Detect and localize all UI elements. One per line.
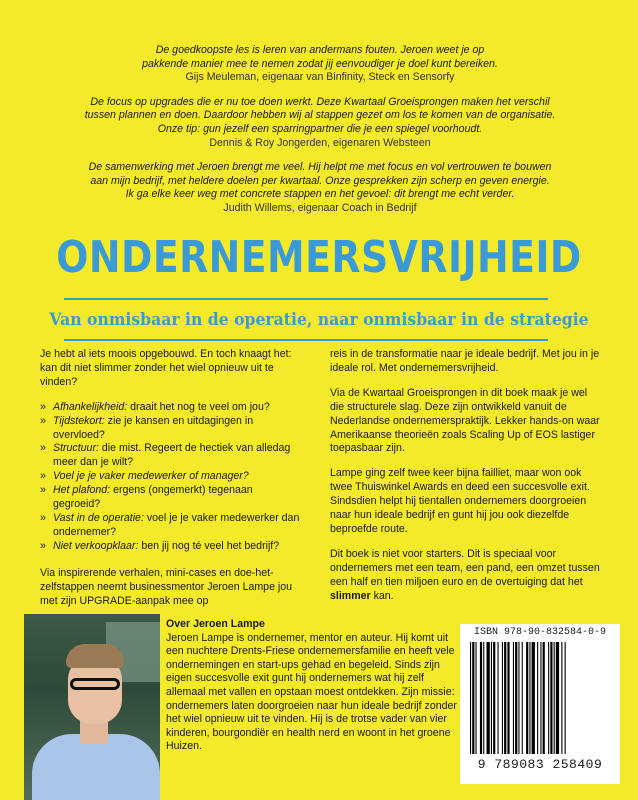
ean-number: 9 789083 258409 (477, 757, 603, 772)
barcode-bar (483, 642, 484, 754)
barcode (468, 642, 612, 754)
isbn-label: ISBN 978-90-832584-0-9 (473, 627, 607, 638)
blurb-paragraph (330, 548, 602, 604)
blurb-text: kan. (370, 589, 394, 602)
barcode-bar (526, 642, 528, 754)
pain-point-list (40, 401, 300, 554)
arrow-icon: » (40, 470, 46, 483)
barcode-bar (476, 642, 477, 754)
barcode-bar (550, 642, 552, 754)
testimonial-text: De samenwerking met Jeroen brengt me veel. Hij helpt me met focus en vol vertrouwen te bouwen (88, 161, 552, 174)
list-item (40, 401, 300, 415)
barcode-bar (498, 642, 499, 754)
blurb-left-column (40, 348, 300, 619)
list-item (40, 415, 300, 443)
list-item (40, 540, 300, 554)
testimonial-author: Judith Willems, eigenaar Coach in Bedrijf (223, 201, 417, 214)
list-item (40, 442, 300, 470)
blurb-text: Dit boek is niet voor starters. Dit is speciaal voor ondernemers met een team, een pand, een omzet tussen een half en tien miljoen euro en de overtuiging dat het (330, 547, 600, 588)
item-text: zie je kansen en uitdagingen in overvloed? (53, 414, 254, 441)
arrow-icon: » (40, 484, 46, 497)
list-item (40, 512, 300, 540)
author-photo (24, 614, 160, 800)
blurb-paragraph: Via de Kwartaal Groeisprongen in dit boek maak je wel die structurele slag. Deze zijn ontwikkeld vanuit de Nederlandse ondernemerspraktijk. Lekker hands-on waar Amerikaanse theorieën zoals Scaling Up of EOS lastiger toepasbaar zijn. (330, 386, 600, 455)
item-text: Voel je je vaker medewerker of manager? (53, 470, 249, 483)
item-text: draait het nog te veel om jou? (127, 400, 270, 413)
barcode-bar (470, 642, 471, 754)
item-key: Niet verkoopklaar: (53, 539, 139, 552)
item-text: ergens (ongemerkt) tegenaan gegroeid? (53, 484, 253, 511)
item-key: Het plafond: (53, 484, 111, 497)
barcode-bar (556, 642, 559, 754)
barcode-bar (472, 642, 474, 754)
blurb-intro: Je hebt al iets moois opgebouwd. En toch knaagt het: kan dit niet slimmer zonder het wiel opnieuw uit te vinden? (40, 348, 292, 388)
testimonial-text: Ik ga elke keer weg met concrete stappen en het gevoel: dit brengt me echt verder. (125, 188, 515, 201)
barcode-bar (522, 642, 523, 754)
barcode-bar (554, 642, 555, 754)
barcode-bar (537, 642, 538, 754)
about-heading: Over Jeroen Lampe (166, 618, 265, 630)
testimonial (40, 44, 600, 85)
testimonial (40, 96, 600, 150)
testimonial-text: pakkende manier mee te nemen zodat jij eenvoudiger je doel kunt bereiken. (142, 57, 498, 70)
item-key: Structuur: (53, 442, 99, 455)
barcode-bar (561, 642, 562, 754)
barcode-bar (504, 642, 506, 754)
isbn-barcode-box (460, 624, 620, 784)
blurb-paragraph: reis in de transformatie naar je ideale bedrijf. Met jou in je ideale rol. Met ondernemersvrijheid. (330, 348, 600, 374)
item-text: voel je je vaker medewerker dan ondernemer? (53, 511, 300, 538)
subtitle-divider (64, 339, 548, 341)
testimonial-text: aan mijn bedrijf, met heldere doelen per kwartaal. Onze gesprekken zijn scherp en geven energie. (90, 174, 550, 187)
arrow-icon: » (40, 414, 46, 427)
barcode-bar (565, 642, 566, 754)
testimonials (40, 44, 600, 227)
item-key: Vast in de operatie: (53, 511, 144, 524)
about-author (166, 618, 466, 754)
barcode-bar (491, 642, 492, 754)
barcode-bar (540, 642, 541, 754)
title-divider (64, 298, 548, 300)
testimonial (40, 161, 600, 215)
testimonial-text: tussen plannen en doen. Daardoor hebben wij al stappen gezet om los te komen van de organisatie. (84, 109, 556, 122)
blurb-right-column (330, 348, 602, 615)
glasses-icon (70, 678, 120, 690)
barcode-bar (493, 642, 495, 754)
barcode-bar (480, 642, 482, 754)
arrow-icon: » (40, 539, 46, 552)
testimonial-text: De goedkoopste les is leren van andermans fouten. Jeroen weet je op (155, 44, 485, 56)
item-text: ben jij nog té veel het bedrijf? (138, 539, 280, 552)
arrow-icon: » (40, 511, 46, 524)
barcode-bar (529, 642, 530, 754)
about-text: Jeroen Lampe is ondernemer, mentor en auteur. Hij komt uit een nuchtere Drents-Friese ondernemersfamilie en heeft vele ondernemingen en start-ups gehad en begeleid. Sinds zijn eigen succesvolle exit gunt hij ondernemers wat hij zelf allemaal met vallen en opstaan moest ontdekken. Zijn missie: ondernemers laten doorgroeien naar hun ideale bedrijf zonder het wiel opnieuw uit te vinden. Hij is de trotse vader van vier kinderen, bourgondiër en health nerd en woont in het groene Huizen. (166, 631, 457, 753)
emphasis-text: slimmer (330, 589, 371, 602)
arrow-icon: » (40, 442, 46, 455)
barcode-bar (532, 642, 535, 754)
arrow-icon: » (40, 400, 46, 413)
book-subtitle: Van onmisbaar in de operatie, naar onmisbaar in de strategie (49, 310, 589, 330)
testimonial-author: Dennis & Roy Jongerden, eigenaren Websteen (209, 136, 431, 149)
list-item (40, 484, 300, 512)
barcode-bar (507, 642, 509, 754)
testimonial-author: Gijs Meuleman, eigenaar van Binfinity, Steck en Sensorfy (185, 71, 455, 84)
barcode-bar (543, 642, 545, 754)
item-key: Tijdstekort: (53, 414, 105, 427)
barcode-bar (515, 642, 517, 754)
book-title: ONDERNEMERSVRIJHEID (56, 232, 582, 283)
item-key: Afhankelijkheid: (53, 400, 128, 413)
barcode-bar (487, 642, 490, 754)
testimonial-text: Onze tip: gun jezelf een sparringpartner die je een spiegel voorhoudt. (157, 122, 483, 135)
blurb-outro: Via inspirerende verhalen, mini-cases en doe-het-zelfstappen neemt businessmentor Jeroen Lampe jou met zijn UPGRADE-aanpak mee op (40, 566, 293, 607)
barcode-bar (548, 642, 549, 754)
barcode-bar (518, 642, 519, 754)
author-hair (66, 644, 124, 668)
barcode-bar (502, 642, 503, 754)
list-item (40, 470, 300, 484)
item-text: die mist. Regeert de hectiek van alledag meer dan je wilt? (53, 442, 291, 469)
testimonial-text: De focus op upgrades die er nu toe doen werkt. Deze Kwartaal Groeisprongen maken het verschil (90, 95, 550, 108)
blurb-paragraph: Lampe ging zelf twee keer bijna failliet, maar won ook twee Thuiswinkel Awards en deed een succesvolle exit. Sindsdien helpt hij tientallen ondernemers doorgroeien naar hun ideale bedrijf en gunt hij jou ook diezelfde beproefde route. (330, 467, 590, 535)
barcode-bar (513, 642, 514, 754)
